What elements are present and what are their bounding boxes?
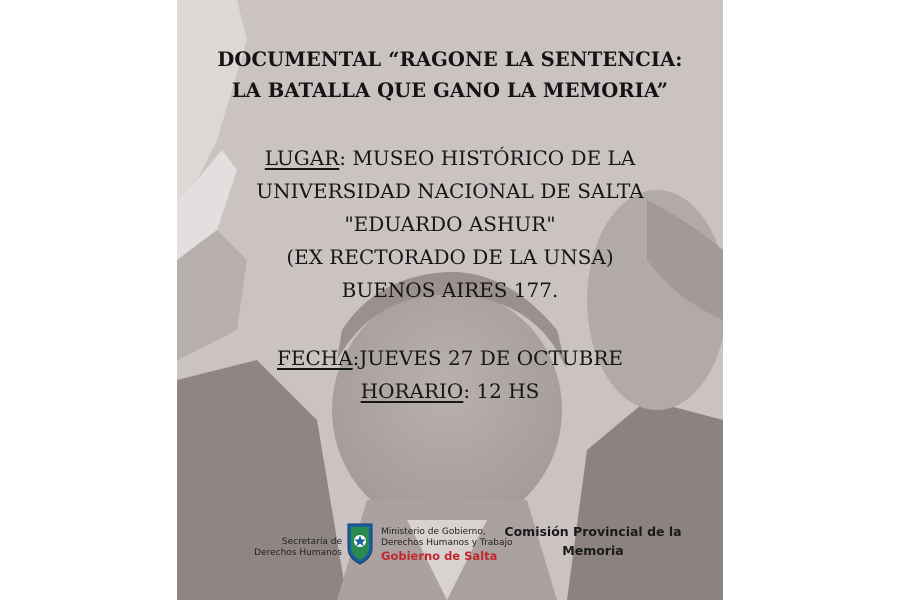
venue-line-1 xyxy=(177,142,723,175)
time-line xyxy=(177,375,723,408)
ministerio-line-2: Derechos Humanos y Trabajo xyxy=(381,537,513,548)
title-line-1: DOCUMENTAL “RAGONE LA SENTENCIA: xyxy=(217,48,683,71)
time-label: HORARIO xyxy=(360,379,464,403)
venue-block xyxy=(177,142,723,307)
venue-line-1-text: : MUSEO HISTÓRICO DE LA xyxy=(339,146,636,170)
time-value: : 12 HS xyxy=(463,379,540,403)
date-value: :JUEVES 27 DE OCTUBRE xyxy=(352,346,624,370)
secretaria-text xyxy=(217,537,342,559)
title-line-2: LA BATALLA QUE GANO LA MEMORIA” xyxy=(231,79,669,102)
ministerio-line-1: Ministerio de Gobierno, xyxy=(381,527,486,537)
date-line xyxy=(177,342,723,375)
secretaria-line-2: Derechos Humanos xyxy=(254,548,342,558)
comision-memoria-text xyxy=(493,522,693,560)
event-flyer xyxy=(177,0,723,600)
shield-icon xyxy=(345,522,375,566)
venue-line-2: UNIVERSIDAD NACIONAL DE SALTA xyxy=(256,179,644,203)
venue-line-4: (EX RECTORADO DE LA UNSA) xyxy=(286,245,614,269)
venue-label: LUGAR xyxy=(264,146,340,170)
gobierno-salta-text: Gobierno de Salta xyxy=(381,549,498,563)
date-label: FECHA xyxy=(276,346,353,370)
event-title xyxy=(177,44,723,106)
comision-line-2: Memoria xyxy=(562,543,624,558)
datetime-block xyxy=(177,342,723,408)
secretaria-line-1: Secretaría de xyxy=(281,537,342,547)
venue-line-3: "EDUARDO ASHUR" xyxy=(344,212,556,236)
flyer-content xyxy=(177,0,723,600)
gobierno-salta-logo xyxy=(217,522,513,572)
venue-line-5: BUENOS AIRES 177. xyxy=(341,278,559,302)
comision-line-1: Comisión Provincial de la xyxy=(504,524,682,539)
